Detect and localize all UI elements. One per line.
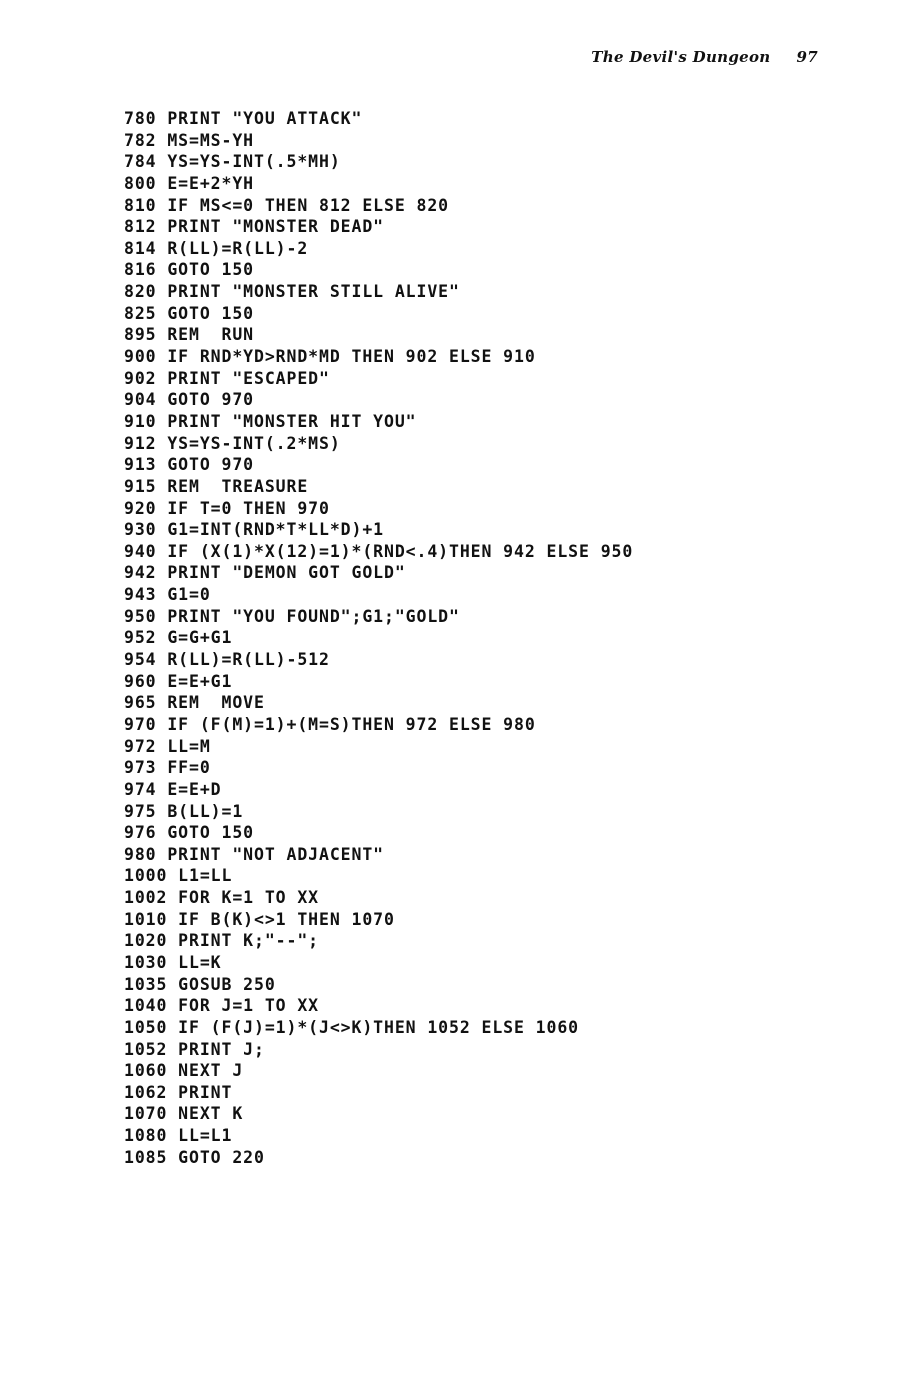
code-line: 942 PRINT "DEMON GOT GOLD" — [124, 563, 406, 583]
code-line: 1002 FOR K=1 TO XX — [124, 888, 320, 908]
code-line: 980 PRINT "NOT ADJACENT" — [124, 844, 385, 864]
code-line: 1040 FOR J=1 TO XX — [124, 996, 320, 1016]
code-line: 910 PRINT "MONSTER HIT YOU" — [124, 411, 417, 431]
code-line: 1062 PRINT — [124, 1082, 233, 1102]
code-line: 1020 PRINT K;"--"; — [124, 931, 320, 951]
code-line: 800 E=E+2*YH — [124, 173, 255, 193]
code-line: 970 IF (F(M)=1)+(M=S)THEN 972 ELSE 980 — [124, 714, 536, 734]
code-line: 930 G1=INT(RND*T*LL*D)+1 — [124, 520, 385, 540]
code-line: 913 GOTO 970 — [124, 455, 255, 475]
code-line: 1030 LL=K — [124, 952, 222, 972]
code-line: 1010 IF B(K)<>1 THEN 1070 — [124, 909, 395, 929]
code-line: 812 PRINT "MONSTER DEAD" — [124, 217, 385, 237]
code-line: 973 FF=0 — [124, 758, 211, 778]
code-line: 1035 GOSUB 250 — [124, 974, 276, 994]
code-line: 1052 PRINT J; — [124, 1039, 265, 1059]
code-line: 920 IF T=0 THEN 970 — [124, 498, 330, 518]
code-line: 825 GOTO 150 — [124, 303, 255, 323]
code-line: 1085 GOTO 220 — [124, 1147, 265, 1167]
code-line: 784 YS=YS-INT(.5*MH) — [124, 152, 341, 172]
code-line: 1060 NEXT J — [124, 1061, 244, 1081]
code-line: 904 GOTO 970 — [124, 390, 255, 410]
running-header — [591, 48, 818, 66]
code-line: 950 PRINT "YOU FOUND";G1;"GOLD" — [124, 606, 460, 626]
code-line: 972 LL=M — [124, 736, 211, 756]
code-line: 814 R(LL)=R(LL)-2 — [124, 238, 309, 258]
code-line: 1080 LL=L1 — [124, 1126, 233, 1146]
code-line: 965 REM MOVE — [124, 693, 265, 713]
code-line: 1070 NEXT K — [124, 1104, 244, 1124]
code-line: 915 REM TREASURE — [124, 476, 309, 496]
code-line: 943 G1=0 — [124, 585, 211, 605]
code-line: 976 GOTO 150 — [124, 823, 255, 843]
code-line: 1050 IF (F(J)=1)*(J<>K)THEN 1052 ELSE 1060 — [124, 1017, 580, 1037]
code-line: 974 E=E+D — [124, 779, 222, 799]
code-line: 900 IF RND*YD>RND*MD THEN 902 ELSE 910 — [124, 347, 536, 367]
code-line: 810 IF MS<=0 THEN 812 ELSE 820 — [124, 195, 450, 215]
code-line: 960 E=E+G1 — [124, 671, 233, 691]
code-line: 952 G=G+G1 — [124, 628, 233, 648]
code-line: 895 REM RUN — [124, 325, 255, 345]
code-line: 782 MS=MS-YH — [124, 130, 255, 150]
page-number: 97 — [796, 48, 818, 66]
basic-program-listing — [124, 108, 633, 1168]
code-line: 954 R(LL)=R(LL)-512 — [124, 650, 330, 670]
code-line: 975 B(LL)=1 — [124, 801, 244, 821]
code-line: 780 PRINT "YOU ATTACK" — [124, 109, 363, 128]
code-line: 1000 L1=LL — [124, 866, 233, 886]
code-line: 912 YS=YS-INT(.2*MS) — [124, 433, 341, 453]
code-line: 902 PRINT "ESCAPED" — [124, 368, 330, 388]
code-line: 816 GOTO 150 — [124, 260, 255, 280]
book-title: The Devil's Dungeon — [591, 48, 771, 66]
code-line: 940 IF (X(1)*X(12)=1)*(RND<.4)THEN 942 ELSE 950 — [124, 541, 634, 561]
code-line: 820 PRINT "MONSTER STILL ALIVE" — [124, 282, 460, 302]
